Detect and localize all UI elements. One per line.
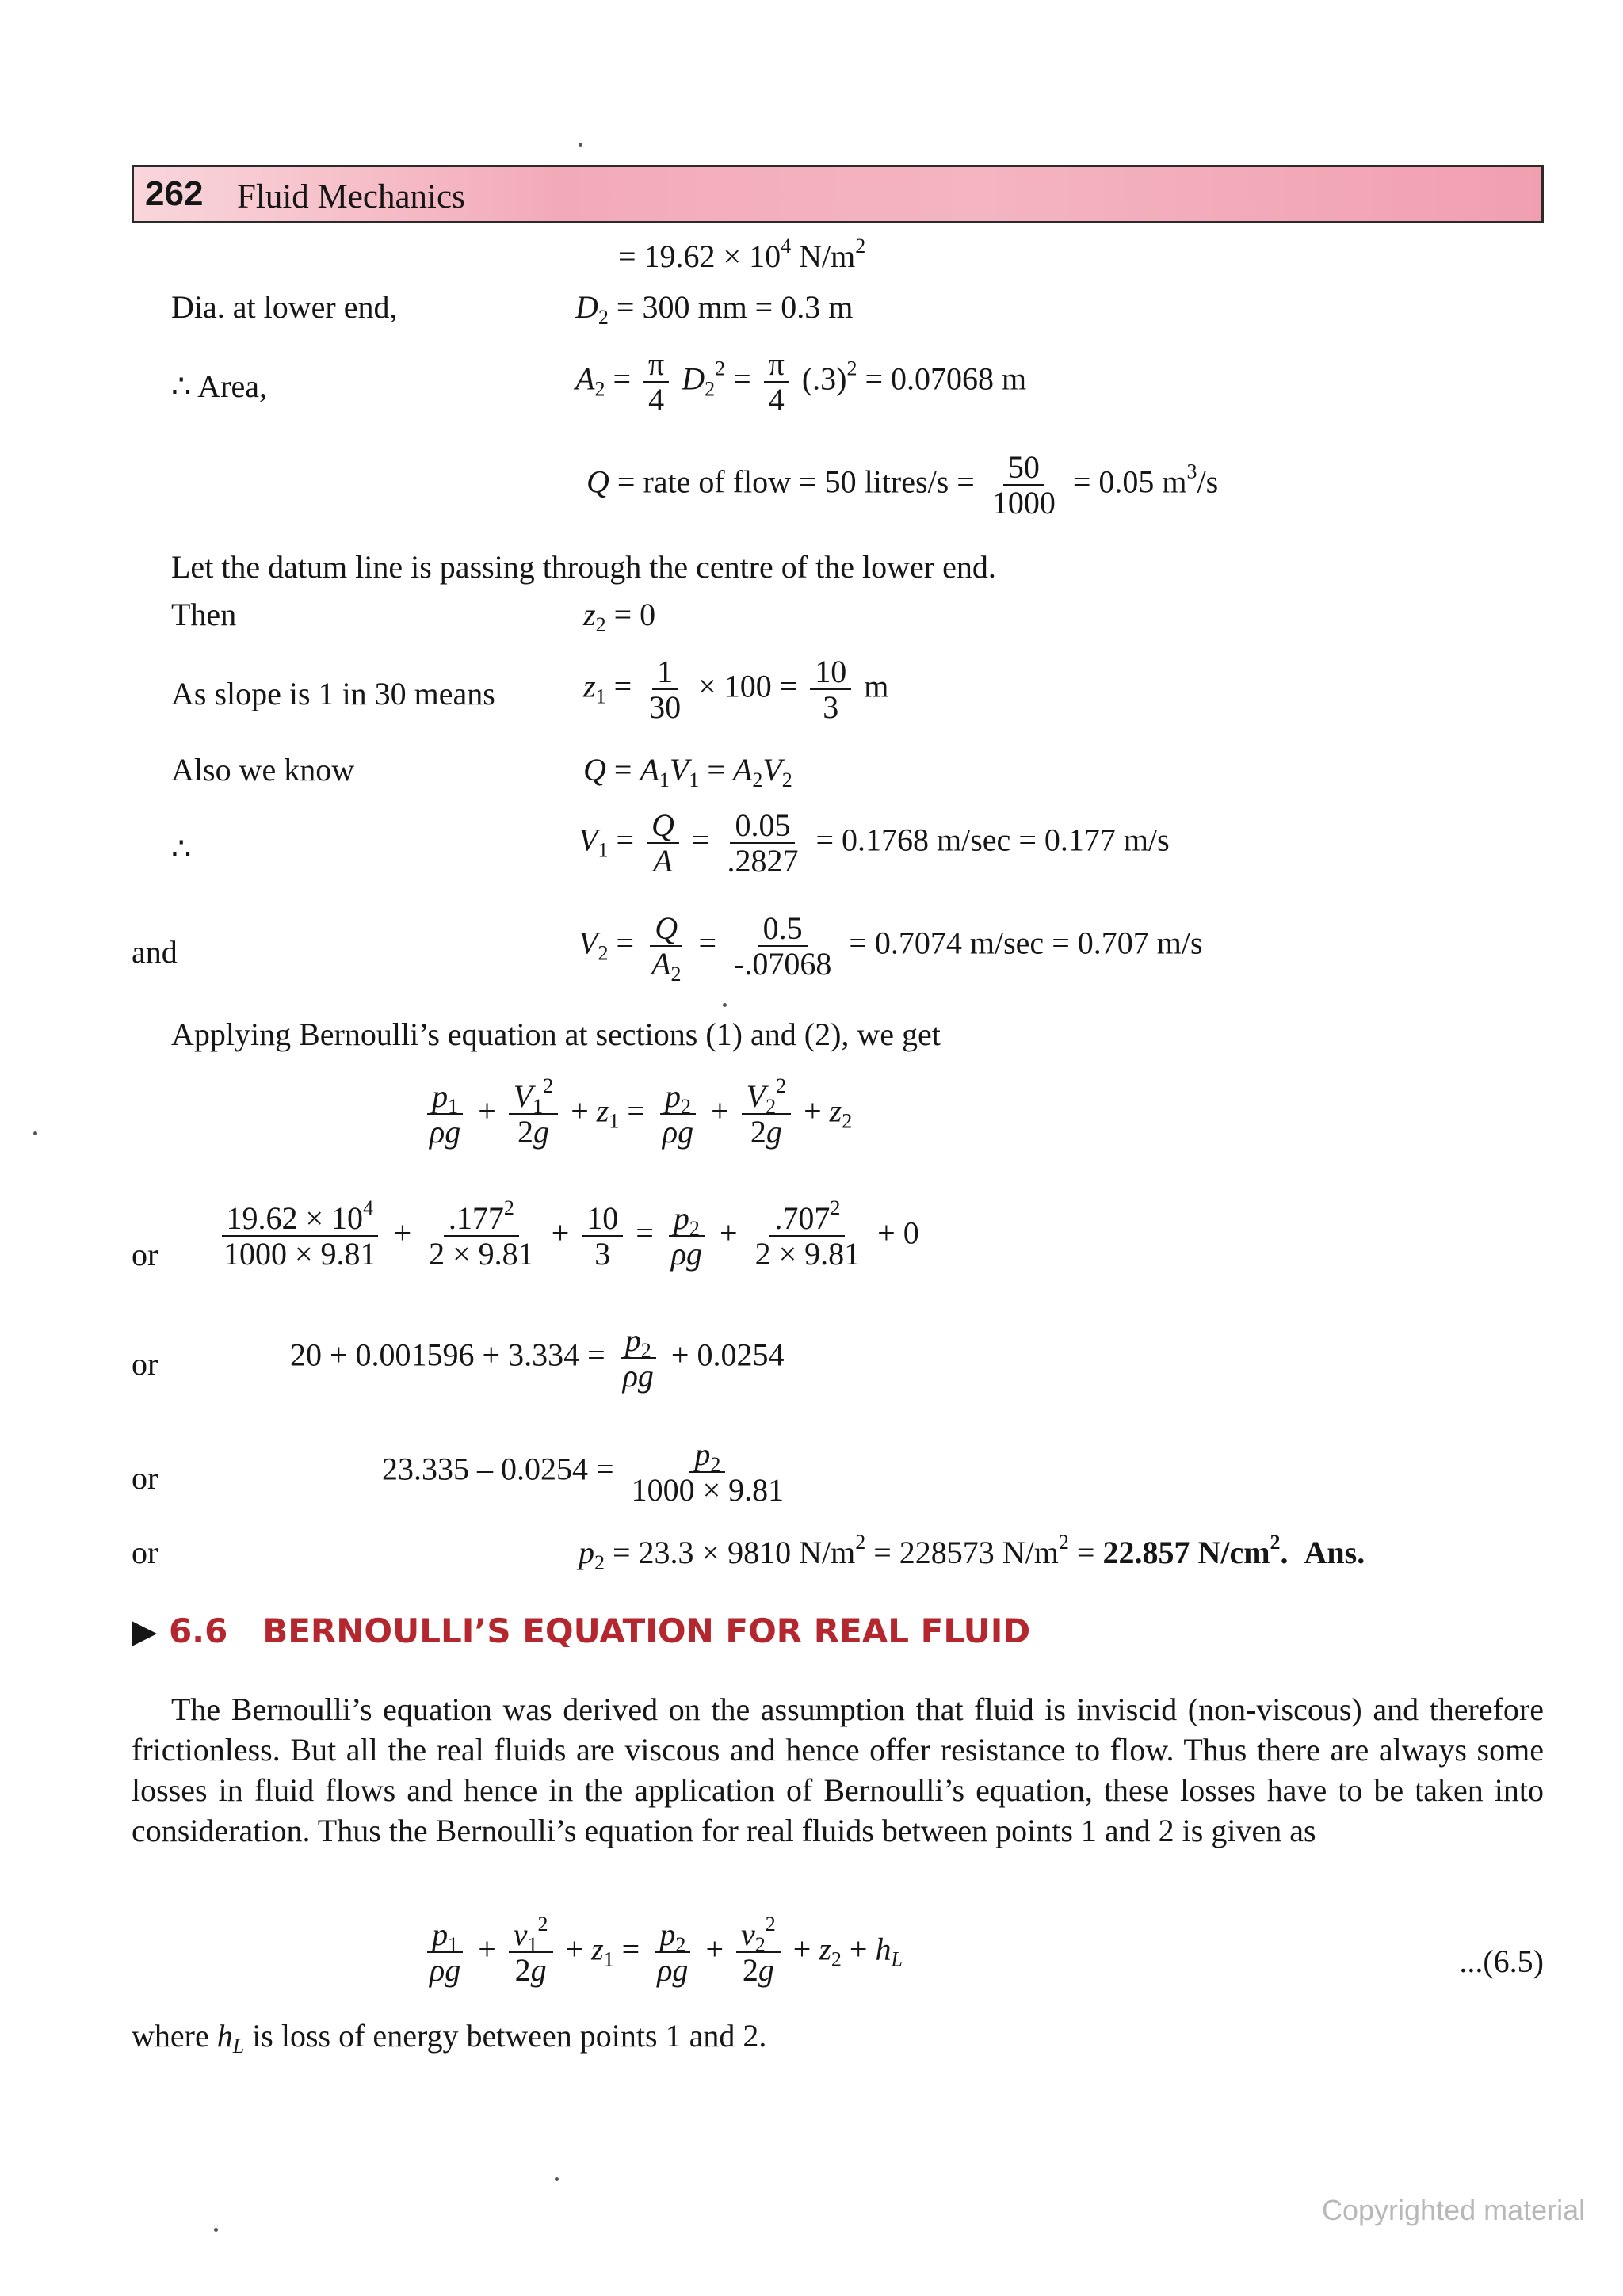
substituted-equation: $\frac{19.62 \times 10^4}{1000 \times 9.81}$ + $\frac{.177^2}{2 \times 9.81}$ + $\frac{10}{3}$ = $\frac{p_2}{\rho g}$ + $\frac{.707^2}{2 \times 9.81}$ + 0	[214, 1201, 919, 1271]
scan-speck	[579, 143, 582, 147]
p2-fraction-equation: 23.335 – 0.0254 = $\frac{p_2}{1000 \times 9.81}$	[382, 1436, 785, 1508]
label-area: ∴ Area,	[171, 368, 267, 404]
therefore-symbol: ∴	[171, 831, 192, 867]
scan-speck	[214, 2228, 218, 2232]
label-or-4: or	[132, 1535, 158, 1570]
datum-sentence: Let the datum line is passing through the centre of the lower end.	[171, 549, 996, 585]
simplified-equation: 20 + 0.001596 + 3.334 = $\frac{p_2}{\rho g}$ + 0.0254	[290, 1322, 785, 1394]
final-answer-line: $p_2 = 23.3 \times 9810$ $N/m^2 = 228573$ $N/m^2 = 22.857$ $N/cm^2$. Ans.	[579, 1531, 1365, 1574]
q-equation: Q = rate of flow = 50 litres/s = $\frac{50}{1000}$ = 0.05 $m^3/s$	[586, 449, 1219, 521]
section-heading: ▶ 6.6 BERNOULLI’S EQUATION FOR REAL FLUID	[132, 1611, 1031, 1650]
scan-speck	[555, 2177, 559, 2181]
equation-number: ...(6.5)	[1459, 1943, 1544, 1979]
a2-equation: $A_2$ = $\frac{\pi}{4}$ $D_2^2$ = $\frac{\pi}{4}$ $(.3)^2 = 0.07068$ m	[575, 346, 1027, 418]
d2-equation: $D_2 = 300$ mm = 0.3 m	[575, 289, 854, 329]
label-then: Then	[171, 597, 237, 632]
z1-equation: $z_1$ = $\frac{1}{30}$ × 100 = $\frac{10}{3}$ m	[583, 654, 889, 726]
scan-speck	[723, 1003, 727, 1007]
bernoulli-equation: $\frac{p_1}{\rho g}$ + $\frac{V_1^2}{2g}$ + $z_1$ = $\frac{p_2}{\rho g}$ + $\frac{V_2^2}{2g}$ + $z_2$	[420, 1079, 852, 1149]
page-number: 262	[145, 174, 204, 213]
applying-sentence: Applying Bernoulli’s equation at sections (1) and (2), we get	[171, 1016, 941, 1052]
real-fluid-equation: $\frac{p_1}{\rho g}$ + $\frac{v_1^2}{2g}$ + $z_1$ = $\frac{p_2}{\rho g}$ + $\frac{v_2^2}{2g}$ + $z_2 + h_L$	[420, 1917, 903, 1987]
v2-equation: $V_2$ = $\frac{Q}{A_2}$ = $\frac{0.5}{-.07068}$ = 0.7074 m/sec = 0.707 m/s	[579, 910, 1203, 986]
label-or-3: or	[132, 1460, 158, 1496]
label-or-2: or	[132, 1346, 158, 1382]
v1-equation: $V_1$ = $\frac{Q}{A}$ = $\frac{0.05}{.2827}$ = 0.1768 m/sec = 0.177 m/s	[579, 807, 1170, 879]
copyright-watermark: Copyrighted material	[1322, 2194, 1586, 2226]
z2-equation: $z_2 = 0$	[583, 597, 656, 636]
label-also: Also we know	[171, 752, 355, 788]
pressure-line: = $19.62 \times 10^4$ $N/m^2$	[618, 235, 866, 274]
label-dia-lower: Dia. at lower end,	[171, 289, 398, 325]
label-slope: As slope is 1 in 30 means	[171, 676, 495, 711]
running-header	[132, 165, 1544, 223]
where-sentence: where $h_L$ is loss of energy between points 1 and 2.	[132, 2018, 767, 2058]
label-and: and	[132, 934, 178, 970]
book-title: Fluid Mechanics	[237, 178, 465, 215]
continuity-equation: $Q = A_1V_1 = A_2V_2$	[583, 752, 792, 791]
scan-speck	[33, 1131, 37, 1135]
body-paragraph: The Bernoulli’s equation was derived on the assumption that fluid is inviscid (non-viscous) and therefore frictionless. But all the real fluids are viscous and hence offer resistance to flow. Thus there are always some losses in fluid flows and hence in the application of Bernoulli’s equation, these losses have to be taken into consideration. Thus the Bernoulli’s equation for real fluids between points 1 and 2 is given as	[132, 1691, 1544, 1848]
label-or-1: or	[132, 1237, 158, 1272]
